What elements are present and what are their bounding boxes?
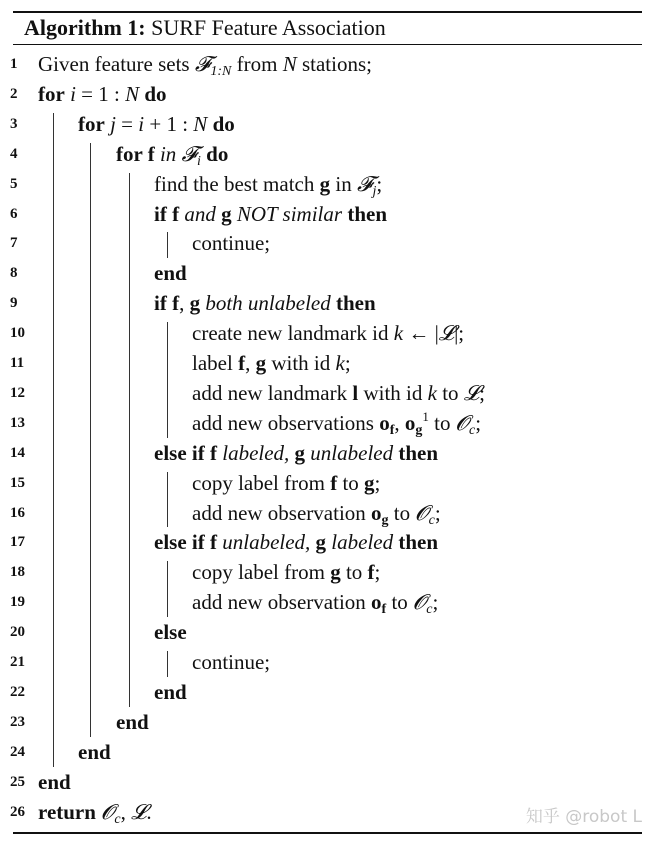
code-token: unlabeled: [305, 440, 399, 465]
code-token: N: [282, 52, 297, 76]
code-token: g: [294, 440, 306, 465]
code-token: add new observation: [192, 500, 372, 525]
code-token: unlabeled,: [216, 530, 316, 555]
code-token: 1: [422, 408, 429, 424]
code-token: f: [166, 291, 180, 316]
code-token: f: [367, 560, 375, 585]
code-token: ,: [245, 351, 256, 375]
code-token: f: [142, 141, 155, 166]
caption-title: SURF Feature Association: [151, 15, 386, 40]
line-code: [116, 140, 228, 170]
code-token: g: [315, 530, 327, 555]
code-token: o: [379, 410, 390, 435]
line-code: [154, 289, 376, 319]
line-code: [38, 80, 167, 110]
code-token: for: [38, 81, 65, 106]
line-code: [154, 200, 387, 230]
code-token: to: [340, 560, 368, 585]
line-code: [192, 349, 351, 379]
line-number: 4: [10, 145, 18, 162]
line-code: [192, 588, 438, 618]
line-number: 24: [10, 743, 25, 760]
line-code: [192, 379, 485, 409]
code-token: then: [347, 201, 388, 226]
code-token: N: [193, 111, 208, 136]
line-number: 17: [10, 534, 25, 551]
code-token: do: [207, 111, 235, 136]
line-code: [192, 469, 380, 499]
code-token: f: [389, 422, 395, 438]
line-number: 25: [10, 773, 25, 790]
line-code: [192, 409, 481, 439]
code-token: ← |: [403, 321, 439, 346]
code-token: labeled,: [216, 440, 295, 465]
code-token: ;: [376, 171, 383, 196]
code-token: f: [330, 470, 338, 495]
code-token: create new landmark id: [192, 321, 394, 346]
code-token: in: [154, 141, 182, 166]
line-code: [38, 50, 372, 80]
code-token: = 1 :: [75, 81, 126, 106]
code-token: to: [388, 500, 416, 525]
code-token: c: [468, 422, 476, 438]
code-token: k: [427, 380, 437, 405]
code-token: .: [146, 799, 152, 824]
code-token: + 1 :: [144, 111, 194, 136]
code-token: 1:N: [210, 64, 232, 79]
code-token: g: [415, 422, 423, 438]
block-guide-line: [129, 173, 130, 707]
code-token: f: [381, 602, 387, 618]
line-number: 16: [10, 504, 25, 521]
code-token: ;: [479, 380, 485, 405]
code-token: end: [78, 739, 111, 764]
line-code: [38, 768, 71, 798]
block-guide-line: [90, 143, 91, 737]
line-number: 11: [10, 355, 25, 371]
line-number: 6: [10, 205, 18, 222]
code-token: |;: [454, 321, 465, 346]
code-token: k: [393, 321, 404, 346]
code-token: Given feature sets: [38, 52, 195, 76]
code-token: c: [426, 602, 433, 618]
code-token: ,: [179, 291, 190, 316]
code-token: j: [372, 183, 377, 199]
code-token: ,: [394, 410, 405, 435]
code-token: label: [192, 351, 239, 375]
code-token: =: [115, 111, 139, 136]
line-code: [78, 738, 111, 768]
code-token: 𝓞: [413, 590, 427, 615]
line-code: [154, 259, 187, 289]
code-token: find the best match: [154, 171, 320, 196]
code-token: g: [221, 201, 232, 226]
code-token: copy label from: [192, 470, 331, 495]
code-token: add new observations: [192, 410, 380, 435]
code-token: end: [154, 261, 187, 286]
algorithm-caption: [24, 13, 386, 43]
code-token: then: [335, 291, 376, 316]
code-token: 𝓛: [463, 380, 480, 405]
line-number: 3: [10, 115, 18, 132]
code-token: o: [404, 410, 416, 435]
line-number: 23: [10, 713, 25, 730]
line-code: [192, 499, 441, 529]
code-token: labeled: [326, 530, 399, 555]
code-token: c: [114, 811, 121, 827]
code-token: to: [428, 410, 456, 435]
line-code: [192, 648, 270, 678]
code-token: 𝓛: [438, 321, 455, 346]
line-number: 12: [10, 384, 25, 401]
code-token: g: [319, 171, 331, 196]
line-number: 18: [10, 564, 25, 581]
code-token: do: [139, 81, 167, 106]
block-guide-line: [167, 651, 168, 677]
line-number: 14: [10, 444, 25, 461]
code-token: ;: [344, 351, 351, 375]
line-number: 26: [10, 803, 25, 820]
line-code: [192, 319, 464, 349]
code-token: o: [371, 500, 382, 525]
code-token: to: [386, 590, 414, 615]
code-token: g: [330, 560, 341, 585]
code-token: from: [231, 52, 283, 76]
line-code: [116, 708, 149, 738]
block-guide-line: [53, 113, 54, 767]
code-token: j: [104, 111, 116, 136]
code-token: 𝓞: [455, 410, 469, 435]
line-number: 5: [10, 175, 18, 192]
code-token: g: [255, 351, 267, 375]
code-token: i: [197, 153, 201, 169]
code-token: g: [381, 512, 389, 528]
line-number: 1: [10, 56, 18, 72]
code-token: o: [371, 590, 382, 615]
code-token: else if: [154, 440, 205, 465]
line-number: 21: [10, 654, 25, 670]
code-token: if: [154, 201, 167, 226]
watermark: 知乎 @robot L: [525, 807, 642, 827]
line-code: [154, 170, 382, 200]
caption-label: Algorithm 1:: [24, 15, 146, 40]
line-code: [154, 528, 438, 558]
line-code: [192, 229, 270, 259]
caption-rule: [13, 44, 642, 45]
code-token: f: [204, 530, 217, 555]
line-number: 20: [10, 624, 25, 641]
code-token: with id: [358, 380, 428, 405]
code-token: to: [337, 470, 365, 495]
block-guide-line: [167, 561, 168, 617]
code-token: to: [436, 380, 464, 405]
line-code: [154, 618, 187, 648]
code-token: then: [398, 440, 439, 465]
line-code: [154, 678, 187, 708]
line-number: 15: [10, 474, 25, 491]
line-number: 9: [10, 295, 18, 312]
code-token: ;: [434, 500, 441, 525]
code-token: 𝓕: [194, 52, 211, 76]
code-token: ;: [374, 560, 381, 585]
line-number: 2: [10, 85, 18, 102]
block-guide-line: [167, 472, 168, 528]
code-token: g: [364, 470, 375, 495]
line-code: [38, 798, 152, 828]
code-token: c: [428, 512, 435, 528]
code-token: i: [138, 111, 145, 136]
code-token: g: [189, 291, 201, 316]
code-token: else: [154, 620, 187, 645]
code-token: f: [204, 440, 217, 465]
block-guide-line: [167, 322, 168, 438]
code-token: copy label from: [192, 560, 331, 585]
code-token: ;: [475, 410, 482, 435]
code-token: do: [200, 141, 229, 166]
code-token: ,: [120, 799, 132, 824]
code-token: end: [116, 709, 149, 734]
code-token: both unlabeled: [200, 291, 336, 316]
code-token: and: [179, 201, 222, 226]
code-token: 𝓛: [131, 799, 147, 824]
line-number: 8: [10, 265, 18, 282]
code-token: with id: [266, 351, 336, 375]
line-code: [192, 558, 380, 588]
bottom-rule: [13, 832, 642, 834]
code-token: add new landmark: [192, 380, 353, 405]
code-token: ;: [374, 470, 381, 495]
code-token: then: [398, 530, 439, 555]
line-code: [78, 110, 235, 140]
code-token: k: [335, 351, 345, 375]
code-token: i: [64, 81, 76, 106]
code-token: else if: [154, 530, 205, 555]
code-token: ;: [432, 590, 439, 615]
code-token: continue;: [192, 231, 271, 256]
code-token: for: [116, 141, 143, 166]
code-token: f: [166, 201, 180, 226]
code-token: end: [38, 769, 71, 794]
code-token: if: [154, 291, 167, 316]
code-token: 𝓞: [101, 799, 115, 824]
code-token: in: [330, 171, 357, 196]
code-token: add new observation: [192, 590, 372, 615]
code-token: 𝓕: [181, 141, 198, 166]
block-guide-line: [167, 232, 168, 258]
line-number: 19: [10, 594, 25, 611]
line-number: 22: [10, 683, 25, 700]
code-token: end: [154, 679, 187, 704]
code-token: l: [352, 380, 359, 405]
line-number: 13: [10, 414, 25, 431]
code-token: return: [38, 799, 96, 824]
code-token: for: [78, 111, 105, 136]
line-number: 10: [10, 325, 25, 342]
code-token: NOT similar: [231, 201, 348, 226]
line-code: [154, 439, 438, 469]
line-number: 7: [10, 235, 18, 252]
code-token: continue;: [192, 650, 271, 674]
code-token: stations;: [296, 52, 372, 76]
code-token: 𝓞: [415, 500, 429, 525]
code-token: N: [125, 81, 140, 106]
code-token: 𝓕: [356, 171, 373, 196]
code-token: f: [238, 351, 246, 375]
